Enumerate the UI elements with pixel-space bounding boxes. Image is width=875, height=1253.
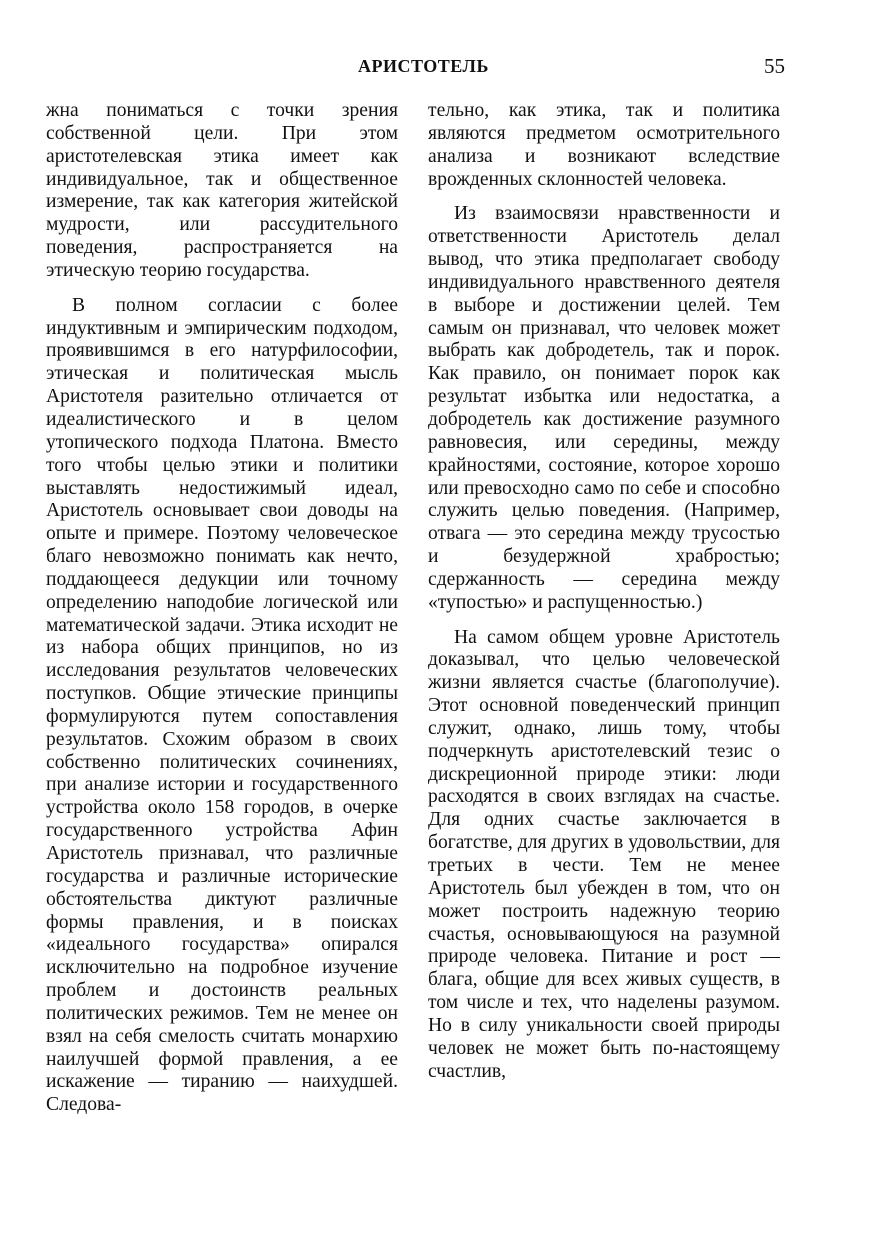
running-title: АРИСТОТЕЛЬ [358,56,489,76]
right-column [428,100,780,1083]
paragraph: Из взаимосвязи нравственности и ответственности Аристотель делал вывод, что этика предполагает свободу индивидуального нравственного деятеля в выборе и достижении целей. Тем самым он признавал, что человек может выбрать как добродетель, так и порок. Как правило, он понимает порок как результат избытка или недостатка, а добродетель как достижение разумного равновесия, или середины, между крайностями, состояние, которое хорошо или превосходно само по себе и способно служить целью поведения. (Например, отвага — это середина между трусостью и безудержной храбростью; сдержанность — середина между «тупостью» и распущенностью.) [428,203,780,613]
paragraph: жна пониматься с точки зрения собственной цели. При этом аристотелевская этика имеет как индивидуальное, так и общественное измерение, так как категория житейской мудрости, или рассудительного поведения, распространяется на этическую теорию государства. [46,100,398,281]
running-header [0,56,875,86]
page-number: 55 [764,54,785,78]
paragraph: тельно, как этика, так и политика являются предметом осмотрительного анализа и возникают вследствие врожденных склонностей человека. [428,100,780,190]
paragraph: В полном согласии с более индуктивным и эмпирическим подходом, проявившимся в его натурфилософии, этическая и политическая мысль Аристотеля разительно отличается от идеалистического и в целом утопического подхода Платона. Вместо того чтобы целью этики и политики выставлять недостижимый идеал, Аристотель основывает свои доводы на опыте и примере. Поэтому человеческое благо невозможно понимать как нечто, поддающееся дедукции или точному определению наподобие логической или математической задачи. Этика исходит не из набора общих принципов, но из исследования результатов человеческих поступков. Общие этические принципы формулируются путем сопоставления результатов. Схожим образом в своих собственно политических сочинениях, при анализе истории и государственного устройства около 158 городов, в очерке государственного устройства Афин Аристотель признавал, что различные государства и различные исторические обстоятельства диктуют различные формы правления, и в поисках «идеального государства» опирался исключительно на подробное изучение проблем и достоинств реальных политических режимов. Тем не менее он взял на себя смелость считать монархию наилучшей формой правления, а ее искажение — тиранию — наихудшей. Следова- [46,294,398,1116]
paragraph: На самом общем уровне Аристотель доказывал, что целью человеческой жизни является счастье (благополучие). Этот основной поведенческий принцип служит, однако, лишь тому, чтобы подчеркнуть аристотелевский тезис о дискреционной природе этики: люди расходятся в своих взглядах на счастье. Для одних счастье заключается в богатстве, для других в удовольствии, для третьих в чести. Тем не менее Аристотель был убежден в том, что он может построить надежную теорию счастья, основывающуюся на разумной природе человека. Питание и рост — блага, общие для всех живых существ, в том числе и тех, что наделены разумом. Но в силу уникальности своей природы человек не может быть по-настоящему счастлив, [428,626,780,1082]
left-column [46,100,398,1117]
